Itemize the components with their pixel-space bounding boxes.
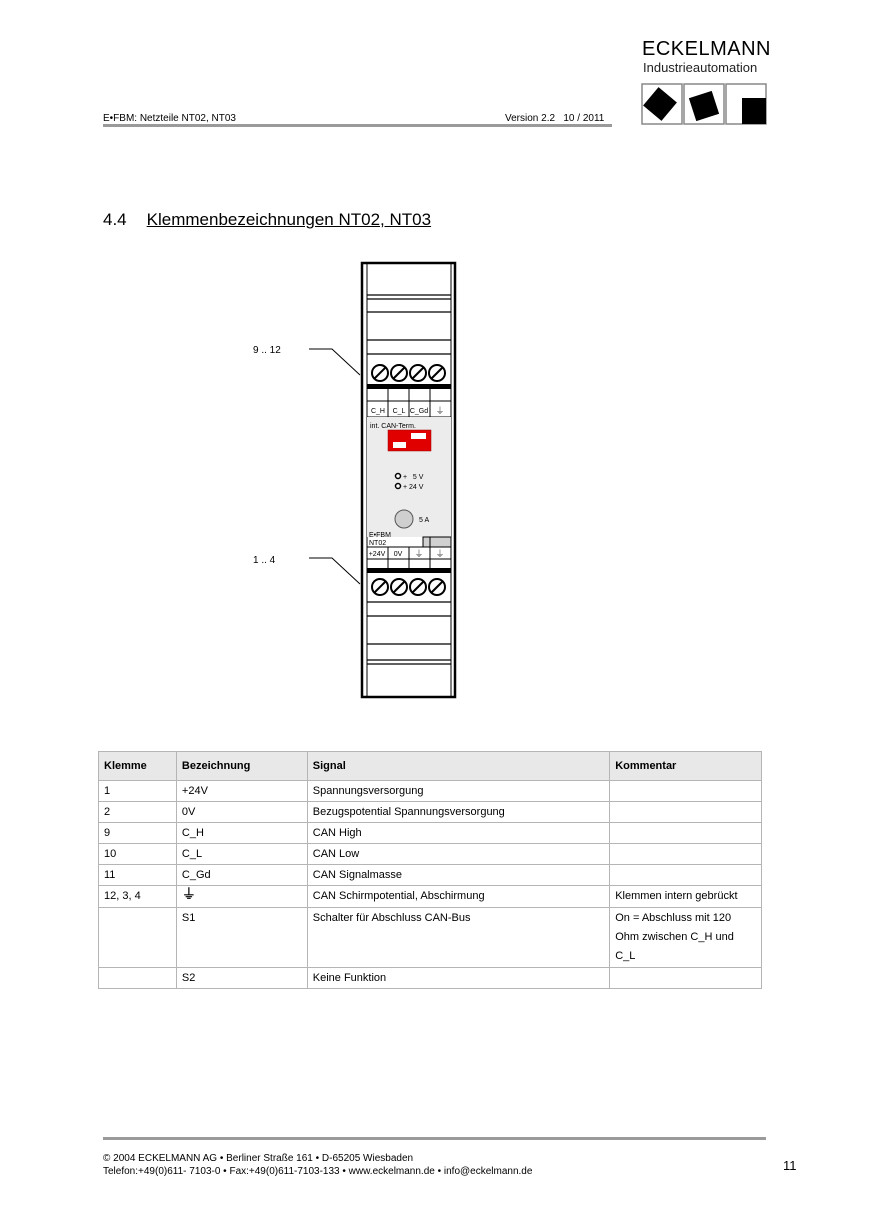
page-number: 11 <box>783 1158 797 1173</box>
label-terminals-9-12: 9 .. 12 <box>253 345 281 356</box>
table-row <box>99 968 762 989</box>
cell-kommentar <box>610 844 762 865</box>
term-label-ground-b2: ⏚ <box>435 550 445 560</box>
fuse-label: 5 A <box>419 517 430 524</box>
cell-klemme: 9 <box>99 823 177 844</box>
cell-signal: CAN Low <box>307 844 609 865</box>
term-label-ground-b1: ⏚ <box>414 550 424 560</box>
table-row <box>99 781 762 802</box>
cell-kommentar <box>610 865 762 886</box>
footer-contact: Telefon:+49(0)611- 7103-0 • Fax:+49(0)611-7103-133 • www.eckelmann.de • info@eckelmann.de <box>103 1166 533 1177</box>
cell-bezeichnung: S2 <box>176 968 307 989</box>
cell-klemme <box>99 968 177 989</box>
led-24v <box>396 484 401 489</box>
cell-bezeichnung: C_Gd <box>176 865 307 886</box>
led-24v-label: + 24 V <box>403 484 424 491</box>
cell-klemme: 12, 3, 4 <box>99 886 177 908</box>
term-label-c-h: C_H <box>370 408 386 415</box>
table-row <box>99 844 762 865</box>
cell-bezeichnung: S1 <box>176 908 307 968</box>
cell-kommentar <box>610 781 762 802</box>
header-doc-title: E•FBM: Netzteile NT02, NT03 <box>103 113 236 124</box>
cell-klemme <box>99 908 177 968</box>
device-diagram <box>300 260 470 700</box>
cell-klemme: 1 <box>99 781 177 802</box>
logo-icon <box>640 82 770 126</box>
section-number: 4.4 <box>103 210 127 229</box>
fuse-holder <box>395 510 413 528</box>
cell-klemme: 2 <box>99 802 177 823</box>
cell-signal: Spannungsversorgung <box>307 781 609 802</box>
header-rule <box>103 124 612 127</box>
footer-address: © 2004 ECKELMANN AG • Berliner Straße 161 • D-65205 Wiesbaden <box>103 1153 414 1164</box>
footer-rule <box>103 1137 766 1140</box>
terminal-table <box>98 751 762 989</box>
cell-bezeichnung: +24V <box>176 781 307 802</box>
can-term-label: int. CAN-Term. <box>370 423 416 430</box>
table-row <box>99 823 762 844</box>
section-title: Klemmenbezeichnungen NT02, NT03 <box>146 210 432 229</box>
header-version: Version 2.2 10 / 2011 <box>505 113 605 124</box>
cell-kommentar <box>610 823 762 844</box>
cell-signal: CAN High <box>307 823 609 844</box>
table-row <box>99 802 762 823</box>
term-label-ground-top: ⏚ <box>435 407 445 417</box>
cell-signal: Bezugspotential Spannungsversorgung <box>307 802 609 823</box>
table-row <box>99 908 762 968</box>
section-heading <box>103 210 431 230</box>
device-model: NT02 <box>369 540 387 547</box>
cell-bezeichnung <box>176 886 307 908</box>
cell-kommentar: Klemmen intern gebrückt <box>610 886 762 908</box>
col-header-kommentar: Kommentar <box>610 752 762 781</box>
label-terminals-1-4: 1 .. 4 <box>253 555 276 566</box>
cell-bezeichnung: 0V <box>176 802 307 823</box>
cell-kommentar <box>610 802 762 823</box>
cell-signal: Schalter für Abschluss CAN-Bus <box>307 908 609 968</box>
logo-name: ECKELMANN <box>642 38 771 60</box>
led-5v-label: + 5 V <box>403 474 424 481</box>
ground-symbol-icon: ⏚ <box>181 887 196 903</box>
cell-signal: CAN Signalmasse <box>307 865 609 886</box>
cell-signal: Keine Funktion <box>307 968 609 989</box>
cell-bezeichnung: C_L <box>176 844 307 865</box>
term-label-c-l: C_L <box>392 408 406 415</box>
cell-klemme: 10 <box>99 844 177 865</box>
col-header-bezeichnung: Bezeichnung <box>176 752 307 781</box>
term-label-c-gd: C_Gd <box>409 408 429 415</box>
term-label-0v: 0V <box>393 551 403 558</box>
cell-signal: CAN Schirmpotential, Abschirmung <box>307 886 609 908</box>
term-label-24v: +24V <box>368 551 386 558</box>
cell-klemme: 11 <box>99 865 177 886</box>
device-brand: E•FBM <box>369 532 391 539</box>
col-header-klemme: Klemme <box>99 752 177 781</box>
led-5v <box>396 474 401 479</box>
table-row <box>99 865 762 886</box>
cell-kommentar <box>610 968 762 989</box>
table-header-row <box>99 752 762 781</box>
cell-bezeichnung: C_H <box>176 823 307 844</box>
cell-kommentar: On = Abschluss mit 120 Ohm zwischen C_H und C_L <box>610 908 762 968</box>
logo-subtitle: Industrieautomation <box>643 60 758 75</box>
col-header-signal: Signal <box>307 752 609 781</box>
table-row <box>99 886 762 908</box>
